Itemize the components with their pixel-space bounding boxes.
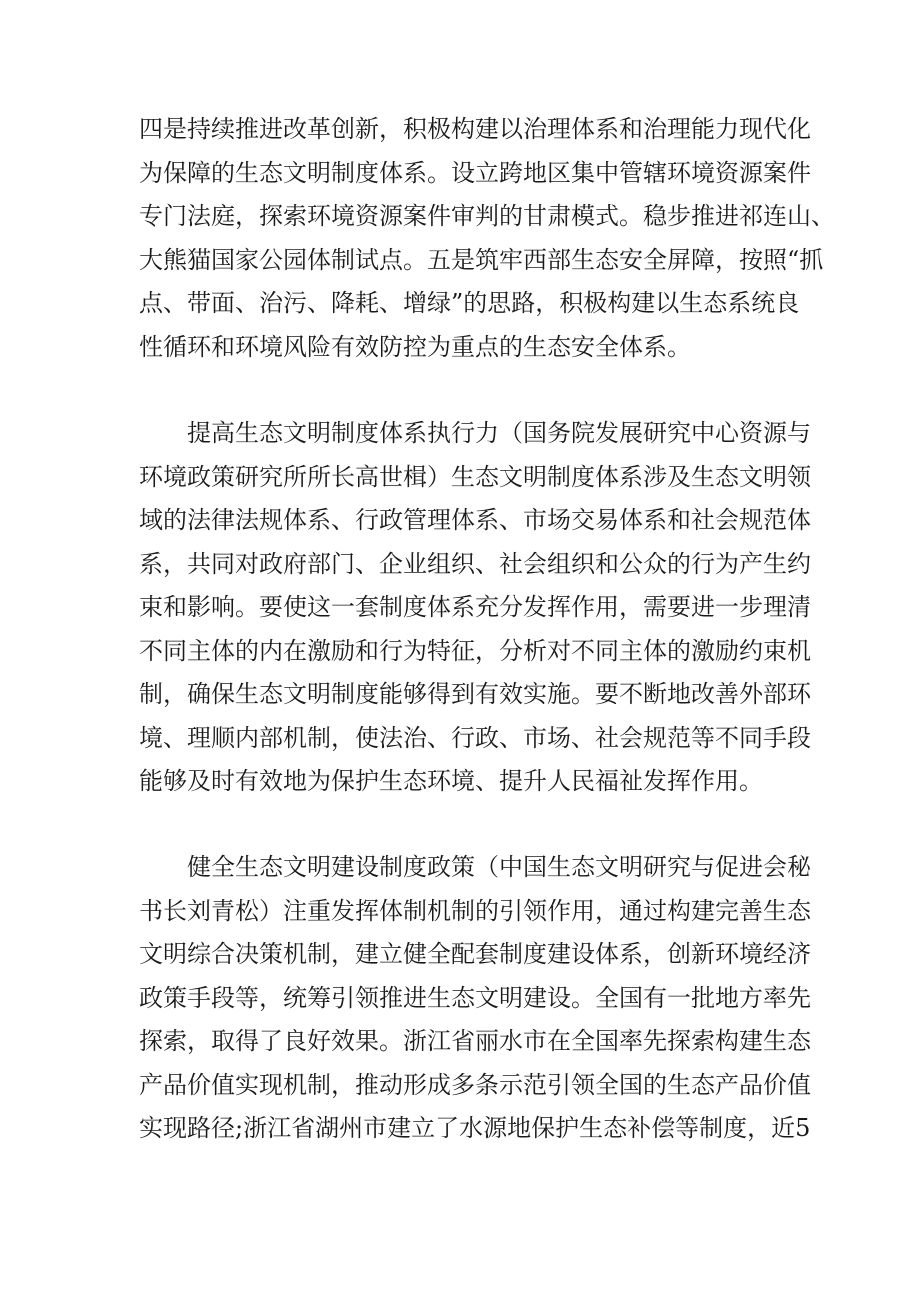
text-line: 文明综合决策机制，建立健全配套制度建设体系，创新环境经济 <box>139 940 811 968</box>
text-line: 提高生态文明制度体系执行力（国务院发展研究中心资源与 <box>187 419 811 447</box>
text-line: 书长刘青松）注重发挥体制机制的引领作用，通过构建完善生态 <box>139 896 811 925</box>
text-line: 大熊猫国家公园体制试点。五是筑牢西部生态安全屏障，按照“抓 <box>139 245 824 274</box>
paragraph-system-execution <box>139 412 811 804</box>
paragraph-reform-innovation <box>139 108 835 369</box>
text-line: 不同主体的内在激励和行为特征，分析对不同主体的激励约束机 <box>139 636 811 665</box>
text-line: 探索，取得了良好效果。浙江省丽水市在全国率先探索构建生态 <box>139 1027 811 1055</box>
text-line: 能够及时有效地为保护生态环境、提升人民福祉发挥作用。 <box>139 767 763 795</box>
text-line: 系，共同对政府部门、企业组织、社会组织和公众的行为产生约 <box>139 549 811 578</box>
text-line: 四是持续推进改革创新，积极构建以治理体系和治理能力现代化 <box>139 115 811 143</box>
text-line: 健全生态文明建设制度政策（中国生态文明研究与促进会秘 <box>187 853 811 881</box>
text-line: 为保障的生态文明制度体系。设立跨地区集中管辖环境资源案件 <box>139 158 811 187</box>
text-line: 实现路径;浙江省湖州市建立了水源地保护生态补偿等制度，近5 <box>139 1114 811 1142</box>
text-line: 产品价值实现机制，推动形成多条示范引领全国的生态产品价值 <box>139 1070 811 1099</box>
text-line: 专门法庭，探索环境资源案件审判的甘肃模式。稳步推进祁连山、 <box>139 202 835 230</box>
paragraph-policy-improvement <box>139 846 811 1151</box>
text-line: 点、带面、治污、降耗、增绿”的思路，积极构建以生态系统良 <box>139 289 800 317</box>
text-line: 束和影响。要使这一套制度体系充分发挥作用，需要进一步理清 <box>139 593 811 621</box>
text-line: 域的法律法规体系、行政管理体系、市场交易体系和社会规范体 <box>139 506 811 534</box>
text-line: 制，确保生态文明制度能够得到有效实施。要不断地改善外部环 <box>139 680 811 708</box>
text-line: 政策手段等，统筹引领推进生态文明建设。全国有一批地方率先 <box>139 983 811 1012</box>
text-line: 性循环和环境风险有效防控为重点的生态安全体系。 <box>139 332 691 361</box>
text-line: 境、理顺内部机制，使法治、行政、市场、社会规范等不同手段 <box>139 723 811 752</box>
text-line: 环境政策研究所所长高世楫）生态文明制度体系涉及生态文明领 <box>139 462 811 491</box>
